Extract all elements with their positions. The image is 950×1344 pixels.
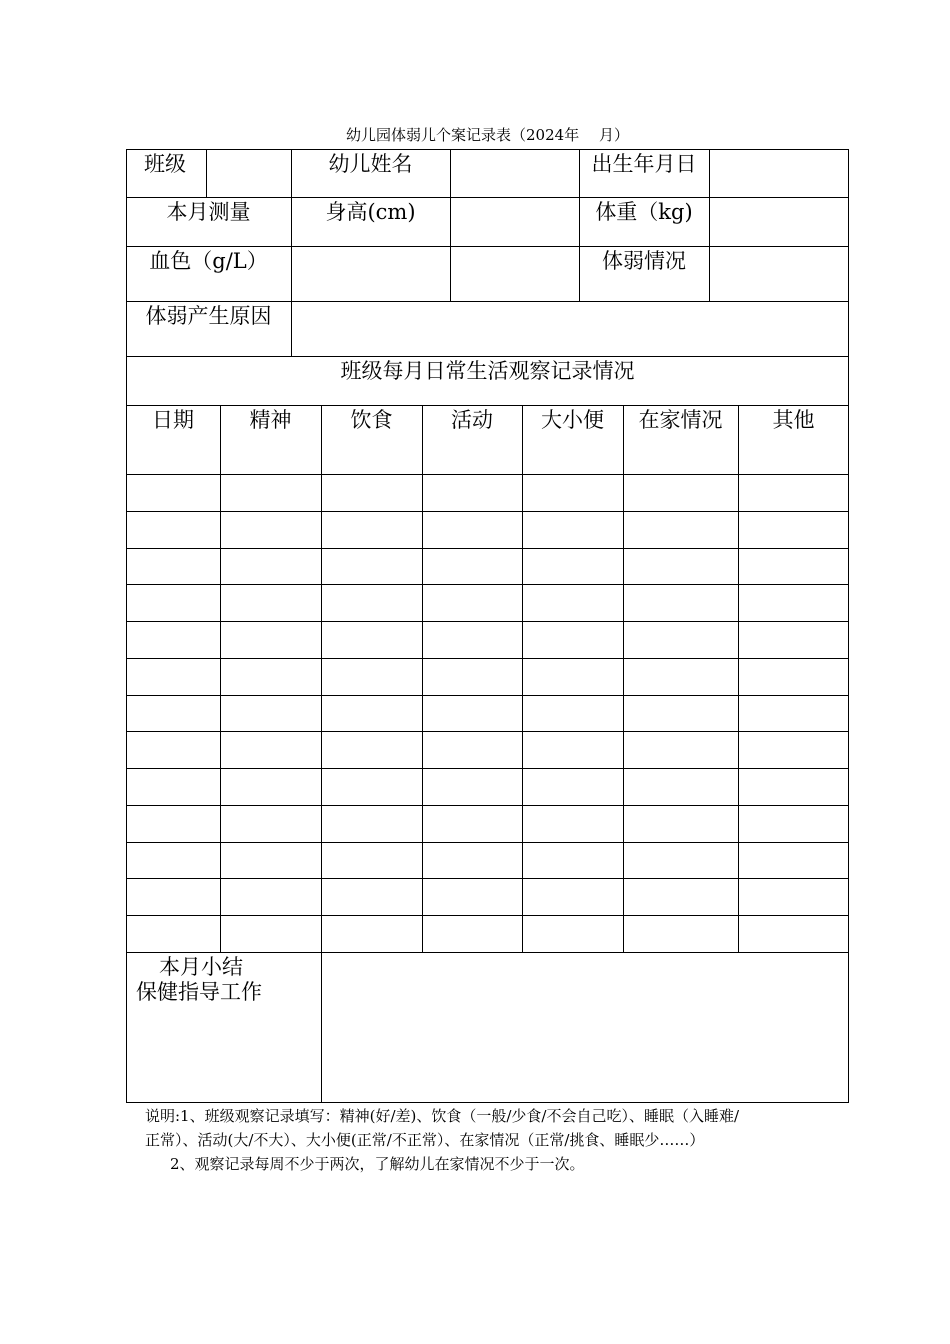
weak-status-value-cell[interactable] [709,246,849,301]
weak-status-label: 体弱情况 [602,249,686,273]
row-line [126,805,849,806]
note-line-1: 说明:1、班级观察记录填写：精神(好/差)、饮食（一般/少食/不会自己吃）、睡眠（入睡难/ [145,1107,740,1125]
column-header-diet: 饮食 [350,408,393,432]
height-value-cell[interactable] [450,197,579,246]
column-line [220,405,221,952]
row-line [126,768,849,769]
health-guidance-label: 保健指导工作 [136,980,262,1004]
blood-value-cell[interactable] [291,246,450,301]
column-header-other: 其他 [772,408,815,432]
birth-date-label: 出生年月日 [591,152,697,176]
weight-value-cell[interactable] [709,197,849,246]
column-header-activity: 活动 [451,408,493,432]
row-line [126,511,849,512]
column-line [738,405,739,952]
row-line [126,658,849,659]
row-line [126,915,849,916]
blood-label: 血色（g/L） [149,249,268,273]
column-line [623,405,624,952]
row-line [126,474,849,475]
monthly-measure-label: 本月测量 [166,200,251,224]
summary-content-cell[interactable] [321,952,849,1103]
observation-section-title: 班级每月日常生活观察记录情况 [340,359,635,383]
column-header-date: 日期 [152,408,194,432]
weak-cause-value-cell[interactable] [291,301,849,356]
note-line-3: 2、观察记录每周不少于两次，了解幼儿在家情况不少于一次。 [170,1155,585,1173]
weight-label: 体重（kg) [595,200,693,224]
note-line-2: 正常）、活动(大/不大）、大小便(正常/不正常）、在家情况（正常/挑食、睡眠少……） [145,1131,705,1149]
row-line [126,584,849,585]
row-line [126,842,849,843]
row-line [126,695,849,696]
column-header-toilet: 大小便 [541,408,604,432]
height-label: 身高(cm) [325,200,416,224]
row-line [126,621,849,622]
blood-value-cell-2[interactable] [450,246,579,301]
column-header-home: 在家情况 [638,408,723,432]
class-label: 班级 [144,152,186,176]
column-header-spirit: 精神 [249,408,292,432]
row-line [126,731,849,732]
weak-cause-label: 体弱产生原因 [145,304,272,328]
row-line [126,878,849,879]
row-line [126,548,849,549]
birth-date-value-cell[interactable] [709,149,849,197]
monthly-summary-label: 本月小结 [159,955,243,979]
column-line [422,405,423,952]
child-name-label: 幼儿姓名 [328,152,413,176]
class-value-cell[interactable] [206,149,291,197]
child-name-value-cell[interactable] [450,149,579,197]
document-title: 幼儿园体弱儿个案记录表（2024年 月） [346,126,629,144]
column-line [522,405,523,952]
